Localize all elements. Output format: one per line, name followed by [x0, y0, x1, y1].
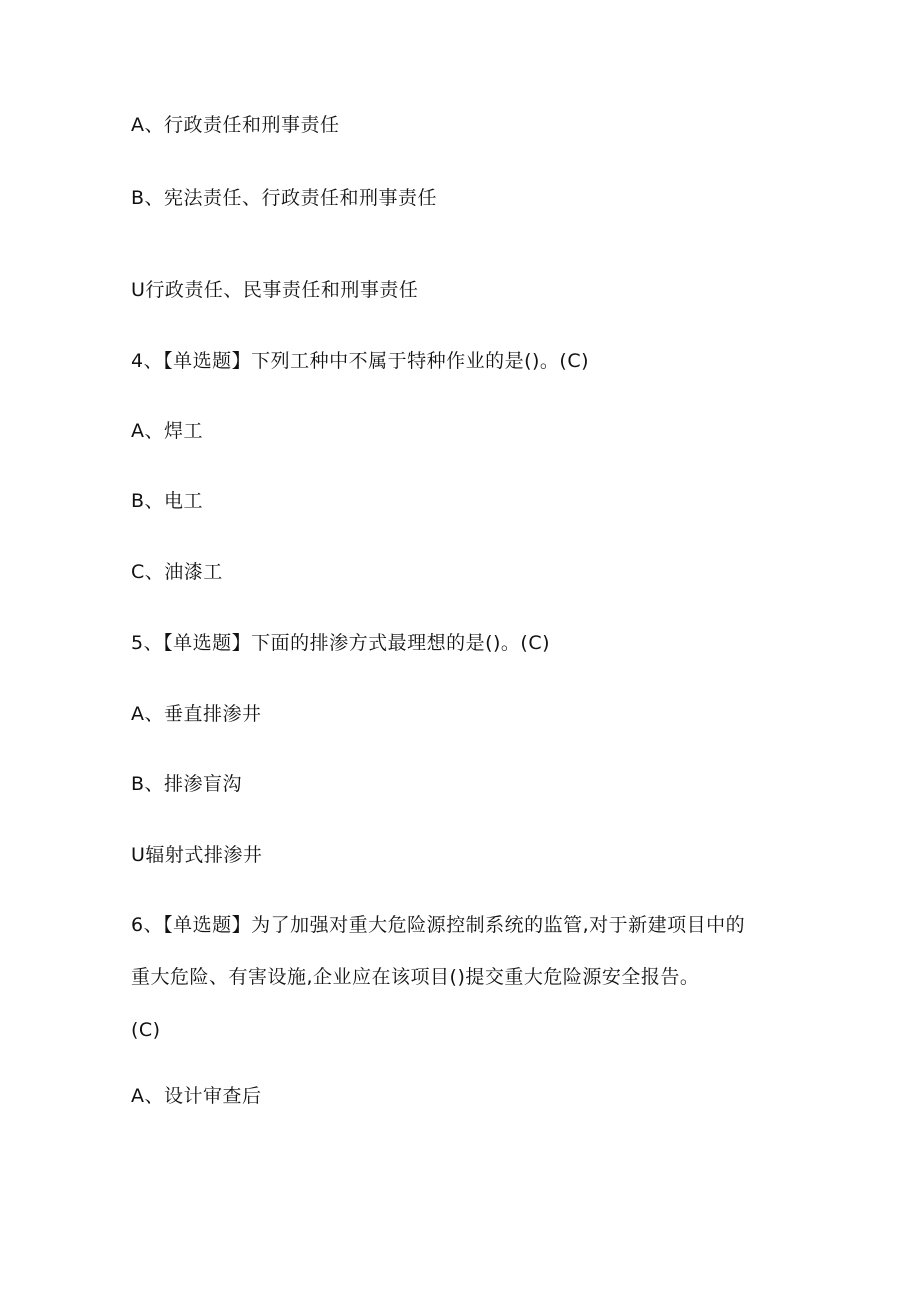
q3-option-a: A、行政责任和刑事责任 — [131, 114, 340, 136]
q5-option-a: A、垂直排渗井 — [131, 703, 262, 725]
q6-question-line-1: 6、【单选题】为了加强对重大危险源控制系统的监管,对于新建项目中的 — [131, 914, 746, 936]
q4-option-c: C、油漆工 — [131, 561, 223, 583]
q5-option-c: U辐射式排渗井 — [131, 844, 263, 866]
q3-option-b: B、宪法责任、行政责任和刑事责任 — [131, 187, 438, 209]
q4-option-b: B、电工 — [131, 490, 204, 512]
q5-question: 5、【单选题】下面的排渗方式最理想的是()。(C) — [131, 632, 551, 654]
q4-option-a: A、焊工 — [131, 420, 203, 442]
q6-question-line-2: 重大危险、有害设施,企业应在该项目()提交重大危险源安全报告。 — [131, 966, 700, 988]
q6-answer: (C) — [131, 1019, 161, 1041]
q5-option-b: B、排渗盲沟 — [131, 773, 243, 795]
q3-option-c: U行政责任、民事责任和刑事责任 — [131, 279, 419, 301]
q4-question: 4、【单选题】下列工种中不属于特种作业的是()。(C) — [131, 350, 590, 372]
q6-option-a: A、设计审查后 — [131, 1085, 262, 1107]
